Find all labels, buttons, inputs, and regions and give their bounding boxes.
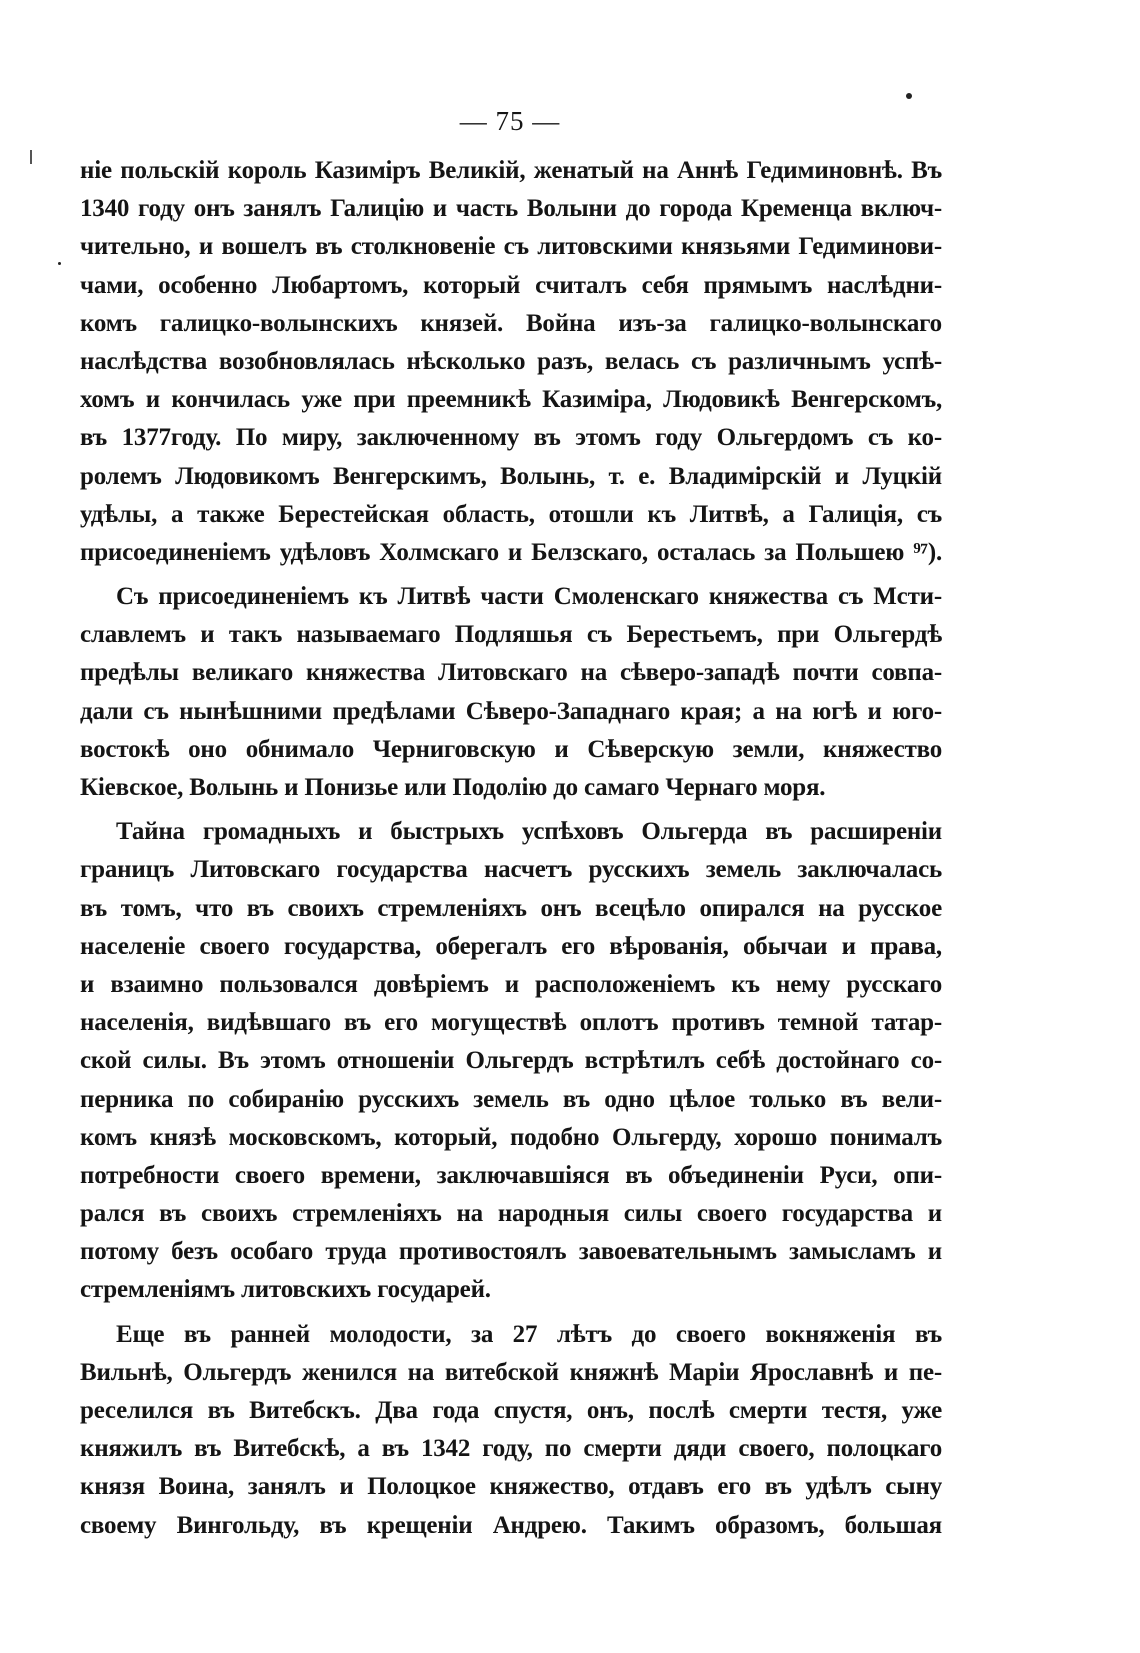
text-line: хомъ и кончилась уже при преемникѣ Казиміра, Людовикѣ Венгерскомъ, <box>80 386 942 414</box>
text-line: чительно, и вошелъ въ столкновеніе съ литовскими князьями Гедиминови- <box>80 233 942 261</box>
text-line: перника по собиранію русскихъ земель въ одно цѣлое только въ вели- <box>80 1085 942 1113</box>
paragraph-1 <box>80 152 942 572</box>
text-line: населенія, видѣвшаго въ его могуществѣ оплотъ противъ темной татар- <box>80 1009 942 1037</box>
text-line: наслѣдства возобновлялась нѣсколько разъ, велась съ различнымъ успѣ- <box>80 347 942 375</box>
text-line: Еще въ ранней молодости, за 27 лѣтъ до своего вокняженія въ <box>116 1320 942 1348</box>
text-line: ніе польскій король Казиміръ Великій, женатый на Аннѣ Гедиминовнѣ. Въ <box>80 157 942 184</box>
text-line: ролемъ Людовикомъ Венгерскимъ, Волынь, т. е. Владимірскій и Луцкій <box>80 462 942 490</box>
text-line: населеніе своего государства, оберегалъ его вѣрованія, обычаи и права, <box>80 932 942 960</box>
text-line: Кіевское, Волынь и Понизье или Подолію до самаго Чернаго моря. <box>80 774 826 801</box>
text-line: предѣлы великаго княжества Литовскаго на сѣверо-западѣ почти совпа- <box>80 659 942 687</box>
text-line: княжилъ въ Витебскѣ, а въ 1342 году, по смерти дяди своего, полоцкаго <box>80 1435 942 1463</box>
text-line: въ 1377году. По миру, заключенному въ этомъ году Ольгердомъ съ ко- <box>80 424 942 452</box>
text-line: потому безъ особаго труда противостоялъ завоевательнымъ замысламъ и <box>80 1238 942 1266</box>
text-line: удѣлы, а также Берестейская область, отошли къ Литвѣ, а Галиція, съ <box>80 500 942 528</box>
margin-tick <box>30 150 32 164</box>
paragraph-4 <box>80 1316 942 1545</box>
text-line: славлемъ и такъ называемаго Подляшья съ Берестьемъ, при Ольгердѣ <box>80 621 942 649</box>
text-line: въ томъ, что въ своихъ стремленіяхъ онъ всецѣло опирался на русское <box>80 894 942 922</box>
text-line: и взаимно пользовался довѣріемъ и расположеніемъ къ нему русскаго <box>80 970 942 998</box>
text-line: комъ князѣ московскомъ, который, подобно Ольгерду, хорошо понималъ <box>80 1123 942 1151</box>
text-line: присоединеніемъ удѣловъ Холмскаго и Белзскаго, осталась за Польшею ⁹⁷). <box>80 538 942 566</box>
page-number: — 75 — <box>459 106 561 136</box>
text-line: реселился въ Витебскъ. Два года спустя, онъ, послѣ смерти тестя, уже <box>80 1397 942 1424</box>
text-line: 1340 году онъ занялъ Галицію и часть Волыни до города Кременца включ- <box>80 195 942 223</box>
text-line: востокѣ оно обнимало Черниговскую и Сѣверскую земли, княжество <box>80 735 942 763</box>
text-line: рался въ своихъ стремленіяхъ на народныя силы своего государства и <box>80 1200 942 1228</box>
text-line: комъ галицко-волынскихъ князей. Война изъ-за галицко-волынскаго <box>80 309 942 337</box>
text-line: Вильнѣ, Ольгердъ женился на витебской княжнѣ Маріи Ярославнѣ и пе- <box>80 1358 942 1386</box>
stray-ink-dot <box>58 262 61 265</box>
text-line: стремленіямъ литовскихъ государей. <box>80 1276 491 1304</box>
text-line: своему Вингольду, въ крещеніи Андрею. Такимъ образомъ, большая <box>80 1511 942 1539</box>
text-line: Тайна громадныхъ и быстрыхъ успѣховъ Ольгерда въ расширеніи <box>116 818 942 846</box>
paragraph-2 <box>80 578 942 807</box>
text-line: ской силы. Въ этомъ отношеніи Ольгердъ встрѣтилъ себѣ достойнаго со- <box>80 1047 942 1075</box>
body-text <box>80 152 942 1551</box>
paragraph-3 <box>80 813 942 1309</box>
text-line: потребности своего времени, заключавшіяся въ объединеніи Руси, опи- <box>80 1161 942 1189</box>
text-line: Съ присоединеніемъ къ Литвѣ части Смоленскаго княжества съ Мсти- <box>116 583 942 611</box>
text-line: дали съ нынѣшними предѣлами Сѣверо-Западнаго края; а на югѣ и юго- <box>80 697 942 725</box>
text-line: чами, особенно Любартомъ, который считалъ себя прямымъ наслѣдни- <box>80 271 942 299</box>
text-line: князя Воина, занялъ и Полоцкое княжество, отдавъ его въ удѣлъ сыну <box>80 1473 942 1501</box>
text-line: границъ Литовскаго государства насчетъ русскихъ земель заключалась <box>80 856 942 884</box>
stray-ink-dot <box>906 93 912 99</box>
